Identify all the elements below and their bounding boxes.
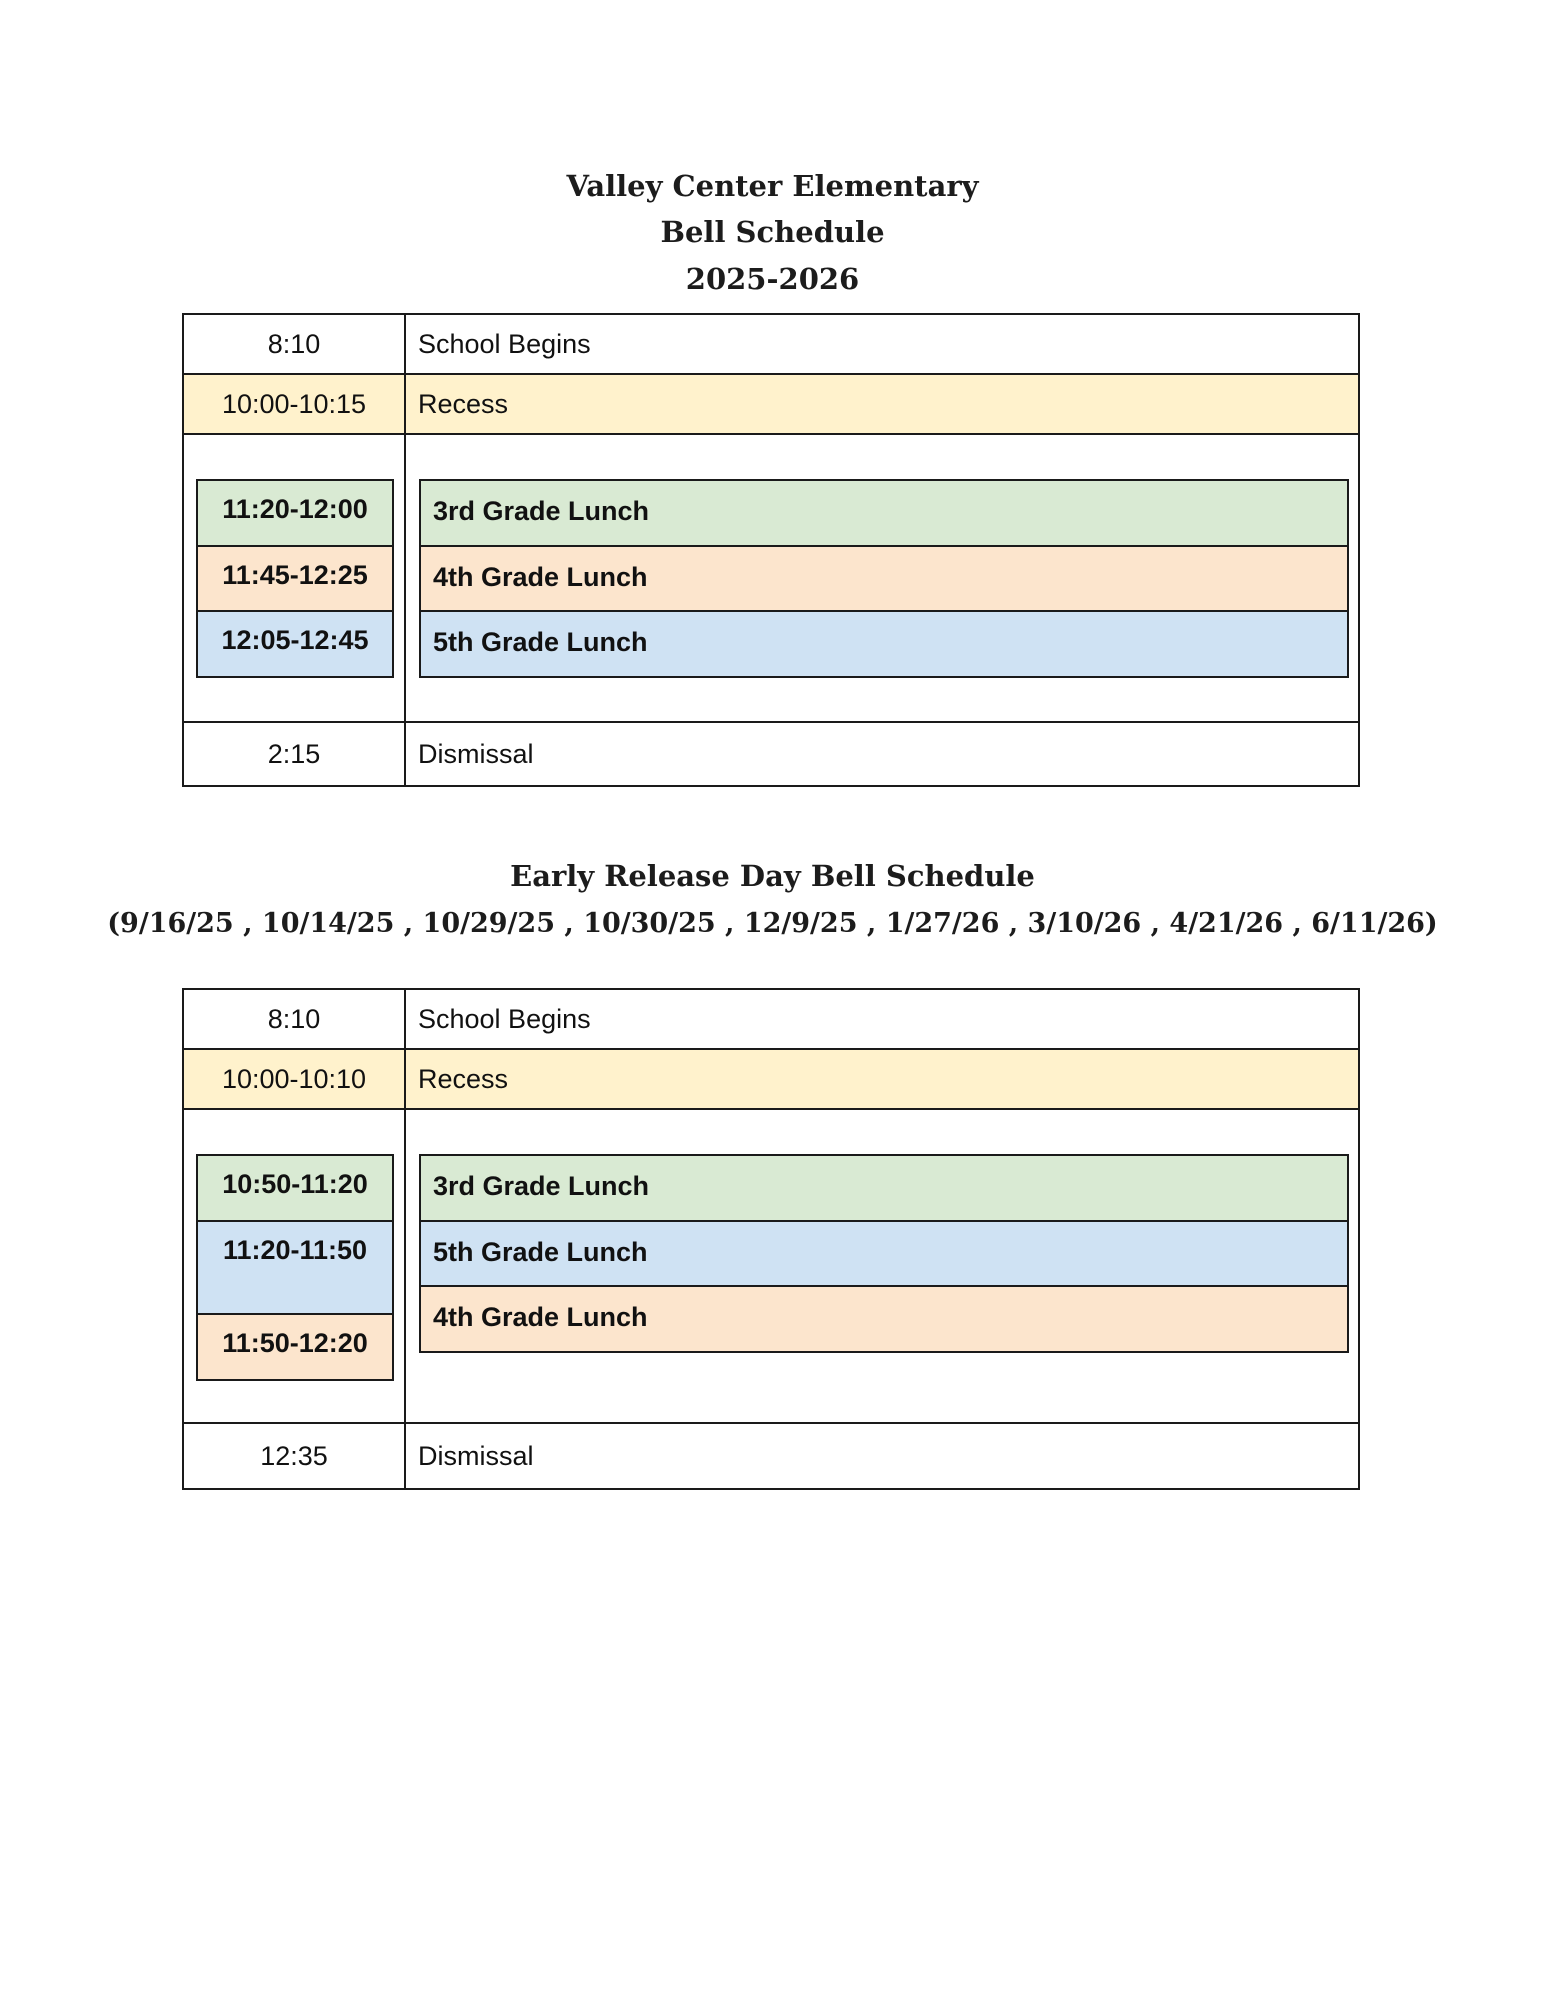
early-lunch-label-4th: 4th Grade Lunch [421,1287,1347,1351]
lunch-time-4th: 11:45-12:25 [198,547,392,612]
early-start-time: 8:10 [184,990,406,1048]
early-recess-time: 10:00-10:10 [184,1050,406,1108]
early-dismissal-time: 12:35 [184,1424,406,1488]
dismissal-label: Dismissal [418,738,534,769]
start-label: School Begins [418,328,591,359]
schedule-row-recess [184,375,1358,435]
early-row-lunch [184,1110,1358,1424]
recess-time: 10:00-10:15 [184,375,406,433]
early-release-dates: (9/16/25 , 10/14/25 , 10/29/25 , 10/30/25 , 12/9/25 , 1/27/26 , 3/10/26 , 4/21/26 , 6/11/26) [107,908,1438,939]
schedule-title: Bell Schedule [660,215,885,249]
lunch-time-5th: 12:05-12:45 [198,612,392,676]
early-dismissal-label: Dismissal [418,1440,534,1471]
schedule-row-dismissal [184,723,1358,785]
schedule-row-start [184,315,1358,375]
early-row-recess [184,1050,1358,1110]
lunch-time-3rd: 11:20-12:00 [198,481,392,547]
early-lunch-labels-box [419,1154,1349,1353]
early-start-label: School Begins [418,1003,591,1034]
early-row-start [184,990,1358,1050]
early-lunch-time-5th: 11:20-11:50 [198,1222,392,1315]
start-time: 8:10 [184,315,406,373]
early-recess-label: Recess [418,1063,509,1094]
lunch-labels-box [419,479,1349,678]
early-lunch-times-box [196,1154,394,1381]
dismissal-time: 2:15 [184,723,406,785]
school-year: 2025-2026 [685,262,860,296]
early-release-title: Early Release Day Bell Schedule [510,859,1035,893]
early-row-dismissal [184,1424,1358,1488]
early-lunch-label-3rd: 3rd Grade Lunch [421,1156,1347,1222]
schedule-row-lunch [184,435,1358,723]
lunch-times-box [196,479,394,678]
early-lunch-label-5th: 5th Grade Lunch [421,1222,1347,1287]
regular-schedule-table [182,313,1360,787]
recess-label: Recess [418,388,509,419]
lunch-label-5th: 5th Grade Lunch [421,612,1347,676]
school-name: Valley Center Elementary [566,169,979,203]
early-release-schedule-table [182,988,1360,1490]
lunch-label-3rd: 3rd Grade Lunch [421,481,1347,547]
early-lunch-time-4th: 11:50-12:20 [198,1315,392,1379]
early-lunch-time-3rd: 10:50-11:20 [198,1156,392,1222]
lunch-label-4th: 4th Grade Lunch [421,547,1347,612]
